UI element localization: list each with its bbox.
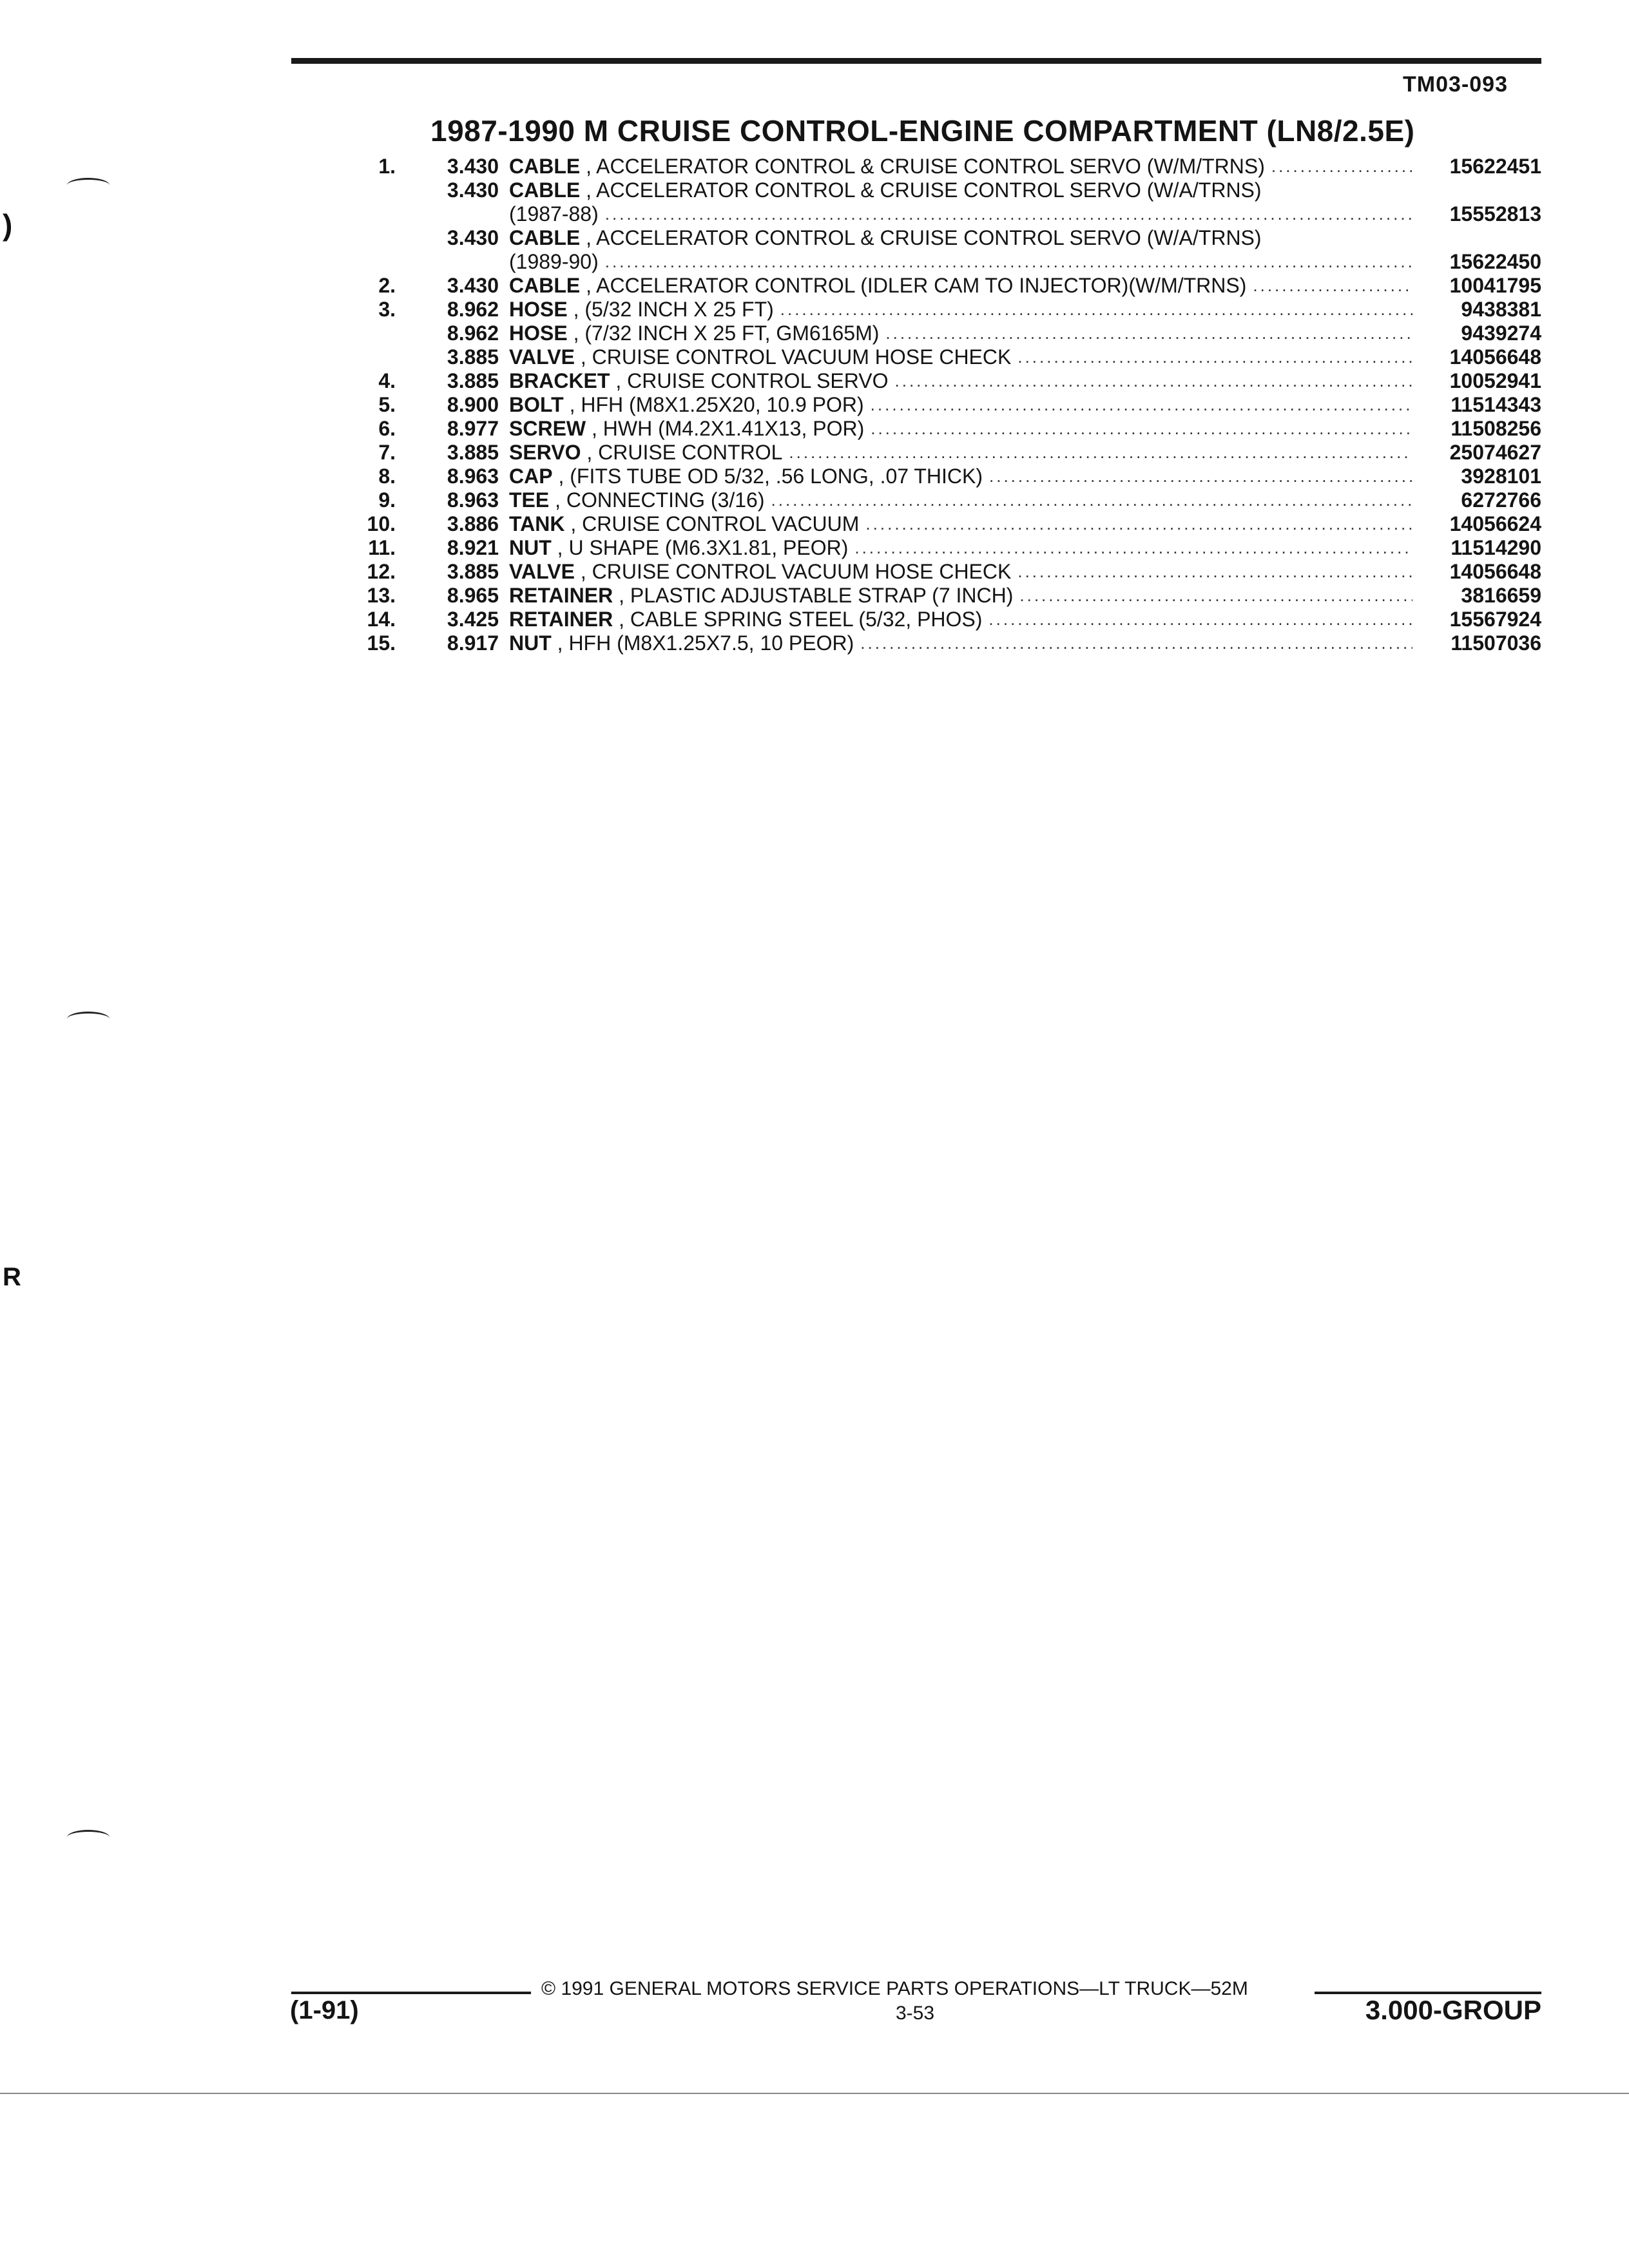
- group-number: 3.425: [447, 608, 499, 631]
- part-description: CABLE , ACCELERATOR CONTROL & CRUISE CONTROL SERVO (W/A/TRNS) (1987-88) .....: [509, 178, 1412, 226]
- item-number: 1.: [378, 155, 396, 178]
- part-number: 15552813: [1449, 202, 1541, 226]
- footer-rule-right: [1315, 1992, 1541, 1994]
- part-description: SCREW , HWH (M4.2X1.41X13, POR) .....: [509, 417, 1412, 441]
- page-code: TM03-093: [1403, 72, 1508, 97]
- dot-leader: [854, 536, 1412, 560]
- part-number: 11508256: [1451, 417, 1541, 440]
- part-row: [284, 417, 1541, 441]
- header-rule: [291, 58, 1541, 64]
- item-number: 3.: [378, 298, 396, 321]
- group-number: 8.977: [447, 417, 499, 440]
- dot-leader: [1017, 560, 1412, 584]
- part-description: CABLE , ACCELERATOR CONTROL & CRUISE CONTROL SERVO (W/A/TRNS) (1989-90) .....: [509, 226, 1412, 274]
- part-row: [284, 584, 1541, 608]
- part-name: RETAINER: [509, 584, 613, 607]
- part-description: NUT , HFH (M8X1.25X7.5, 10 PEOR) .....: [509, 631, 1412, 655]
- part-number: 10041795: [1449, 274, 1541, 297]
- part-row: [284, 322, 1541, 345]
- group-number: 3.885: [447, 441, 499, 464]
- item-number: 5.: [378, 393, 396, 416]
- dot-leader: [1253, 274, 1412, 298]
- part-name: VALVE: [509, 560, 575, 583]
- group-number: 3.885: [447, 560, 499, 583]
- part-detail: CONNECTING (3/16): [566, 488, 765, 512]
- group-number: 3.885: [447, 369, 499, 392]
- part-number: 25074627: [1449, 441, 1541, 464]
- group-number: 8.917: [447, 631, 499, 655]
- part-detail: ACCELERATOR CONTROL & CRUISE CONTROL SERVO (W/A/TRNS): [596, 178, 1262, 202]
- parts-list: [284, 155, 1541, 655]
- group-number: 8.963: [447, 488, 499, 512]
- group-number: 3.430: [447, 178, 499, 202]
- group-number: 3.885: [447, 345, 499, 369]
- part-name: CABLE: [509, 226, 581, 249]
- part-name: TEE: [509, 488, 550, 512]
- item-number: 4.: [378, 369, 396, 392]
- part-number: 3928101: [1461, 465, 1541, 488]
- part-number: 9439274: [1461, 322, 1541, 345]
- part-description: HOSE , (5/32 INCH X 25 FT) .....: [509, 298, 1412, 322]
- dot-leader: [1017, 345, 1412, 369]
- part-row: [284, 298, 1541, 322]
- group-label: 3.000-GROUP: [1365, 1995, 1541, 2025]
- page-number: 3-53: [896, 2003, 935, 2024]
- item-number: 13.: [367, 584, 396, 607]
- dot-leader: [988, 608, 1412, 631]
- part-detail-continued: (1989-90): [509, 250, 605, 274]
- punch-hole-mark: [67, 1830, 110, 1845]
- part-detail: ACCELERATOR CONTROL (IDLER CAM TO INJECTOR)(W/M/TRNS): [596, 274, 1247, 297]
- part-name: SERVO: [509, 441, 581, 464]
- part-row: [284, 155, 1541, 178]
- punch-hole-mark: [67, 178, 110, 193]
- item-number: 7.: [378, 441, 396, 464]
- part-detail: ACCELERATOR CONTROL & CRUISE CONTROL SERVO (W/M/TRNS): [596, 155, 1265, 178]
- group-number: 3.430: [447, 155, 499, 178]
- part-description: RETAINER , PLASTIC ADJUSTABLE STRAP (7 INCH) .....: [509, 584, 1412, 608]
- part-row: [284, 488, 1541, 512]
- item-number: 14.: [367, 608, 396, 631]
- part-detail: (7/32 INCH X 25 FT, GM6165M): [584, 322, 880, 345]
- margin-glyph-middle: R: [3, 1263, 21, 1291]
- group-number: 8.900: [447, 393, 499, 416]
- item-number: 2.: [378, 274, 396, 297]
- part-name: BRACKET: [509, 369, 610, 392]
- part-row: [284, 560, 1541, 584]
- part-detail: CRUISE CONTROL VACUUM: [582, 512, 860, 535]
- part-number: 11514290: [1451, 536, 1541, 559]
- part-row: [284, 178, 1541, 226]
- item-number: 6.: [378, 417, 396, 440]
- group-number: 3.430: [447, 226, 499, 249]
- scan-edge-rule: [0, 2093, 1629, 2094]
- part-detail: (5/32 INCH X 25 FT): [584, 298, 774, 321]
- section-title: 1987-1990 M CRUISE CONTROL-ENGINE COMPARTMENT (LN8/2.5E): [430, 114, 1415, 148]
- part-description: TANK , CRUISE CONTROL VACUUM .....: [509, 512, 1412, 536]
- part-description: VALVE , CRUISE CONTROL VACUUM HOSE CHECK .....: [509, 560, 1412, 584]
- part-number: 15622450: [1449, 250, 1541, 273]
- dot-leader: [860, 631, 1412, 655]
- dot-leader: [771, 488, 1413, 512]
- part-detail: HFH (M8X1.25X20, 10.9 POR): [581, 393, 864, 416]
- dot-leader: [989, 465, 1412, 488]
- part-row: [284, 631, 1541, 655]
- revision-date: (1-91): [290, 1996, 359, 2024]
- punch-hole-mark: [67, 1012, 110, 1026]
- part-detail: (FITS TUBE OD 5/32, .56 LONG, .07 THICK): [570, 465, 983, 488]
- part-name: CAP: [509, 465, 553, 488]
- footer-rule-left: [291, 1992, 531, 1994]
- item-number: 15.: [367, 631, 396, 655]
- part-detail: ACCELERATOR CONTROL & CRUISE CONTROL SERVO (W/A/TRNS): [596, 226, 1262, 249]
- item-number: 9.: [378, 488, 396, 512]
- item-number: 11.: [368, 536, 396, 559]
- part-name: CABLE: [509, 155, 581, 178]
- part-description: VALVE , CRUISE CONTROL VACUUM HOSE CHECK .....: [509, 345, 1412, 369]
- part-number: 6272766: [1461, 488, 1541, 512]
- part-detail: CRUISE CONTROL SERVO: [627, 369, 889, 392]
- item-number: 10.: [367, 512, 396, 535]
- part-number: 11514343: [1451, 393, 1541, 416]
- part-detail-continued: (1987-88): [509, 202, 605, 226]
- part-name: NUT: [509, 536, 552, 559]
- dot-leader: [871, 417, 1412, 441]
- part-description: RETAINER , CABLE SPRING STEEL (5/32, PHOS) .....: [509, 608, 1412, 631]
- part-name: CABLE: [509, 178, 581, 202]
- group-number: 8.962: [447, 322, 499, 345]
- part-number: 9438381: [1461, 298, 1541, 321]
- part-number: 15622451: [1449, 155, 1541, 178]
- part-row: [284, 274, 1541, 298]
- part-row: [284, 226, 1541, 274]
- item-number: 12.: [367, 560, 396, 583]
- part-row: [284, 369, 1541, 393]
- part-name: CABLE: [509, 274, 581, 297]
- dot-leader: [605, 250, 1412, 274]
- footer-copyright: © 1991 GENERAL MOTORS SERVICE PARTS OPERATIONS—LT TRUCK—52M: [541, 1978, 1248, 1999]
- part-number: 14056624: [1449, 512, 1541, 535]
- part-detail: CRUISE CONTROL VACUUM HOSE CHECK: [592, 560, 1012, 583]
- part-description: CAP , (FITS TUBE OD 5/32, .56 LONG, .07 THICK) .....: [509, 465, 1412, 488]
- part-detail: HWH (M4.2X1.41X13, POR): [602, 417, 865, 440]
- part-number: 14056648: [1449, 345, 1541, 369]
- dot-leader: [1019, 584, 1412, 608]
- dot-leader: [885, 322, 1412, 345]
- part-name: HOSE: [509, 322, 568, 345]
- part-name: BOLT: [509, 393, 564, 416]
- dot-leader: [865, 512, 1412, 536]
- part-detail: U SHAPE (M6.3X1.81, PEOR): [568, 536, 849, 559]
- part-description: TEE , CONNECTING (3/16) .....: [509, 488, 1412, 512]
- part-description: HOSE , (7/32 INCH X 25 FT, GM6165M) .....: [509, 322, 1412, 345]
- part-row: [284, 393, 1541, 417]
- part-description: BRACKET , CRUISE CONTROL SERVO .....: [509, 369, 1412, 393]
- part-name: RETAINER: [509, 608, 613, 631]
- dot-leader: [895, 369, 1412, 393]
- dot-leader: [605, 202, 1412, 226]
- part-description: BOLT , HFH (M8X1.25X20, 10.9 POR) .....: [509, 393, 1412, 417]
- part-number: 11507036: [1451, 631, 1541, 655]
- part-detail: PLASTIC ADJUSTABLE STRAP (7 INCH): [630, 584, 1014, 607]
- group-number: 8.921: [447, 536, 499, 559]
- part-detail: CABLE SPRING STEEL (5/32, PHOS): [630, 608, 983, 631]
- part-description: NUT , U SHAPE (M6.3X1.81, PEOR) .....: [509, 536, 1412, 560]
- part-row: [284, 536, 1541, 560]
- part-name: NUT: [509, 631, 552, 655]
- part-row: [284, 512, 1541, 536]
- item-number: 8.: [378, 465, 396, 488]
- dot-leader: [780, 298, 1412, 322]
- part-description: SERVO , CRUISE CONTROL .....: [509, 441, 1412, 465]
- part-detail: CRUISE CONTROL: [598, 441, 783, 464]
- margin-glyph-top: ): [3, 208, 13, 242]
- part-description: CABLE , ACCELERATOR CONTROL (IDLER CAM TO INJECTOR)(W/M/TRNS) .....: [509, 274, 1412, 298]
- part-detail: CRUISE CONTROL VACUUM HOSE CHECK: [592, 345, 1012, 369]
- group-number: 8.962: [447, 298, 499, 321]
- group-number: 3.430: [447, 274, 499, 297]
- part-detail: HFH (M8X1.25X7.5, 10 PEOR): [568, 631, 854, 655]
- part-number: 3816659: [1461, 584, 1541, 607]
- part-number: 14056648: [1449, 560, 1541, 583]
- part-description: CABLE , ACCELERATOR CONTROL & CRUISE CONTROL SERVO (W/M/TRNS) .....: [509, 155, 1412, 178]
- dot-leader: [789, 441, 1412, 465]
- part-row: [284, 608, 1541, 631]
- part-row: [284, 465, 1541, 488]
- dot-leader: [1271, 155, 1412, 178]
- part-number: 15567924: [1449, 608, 1541, 631]
- part-name: HOSE: [509, 298, 568, 321]
- part-number: 10052941: [1449, 369, 1541, 392]
- group-number: 8.965: [447, 584, 499, 607]
- part-row: [284, 345, 1541, 369]
- dot-leader: [871, 393, 1412, 417]
- part-name: VALVE: [509, 345, 575, 369]
- part-row: [284, 441, 1541, 465]
- group-number: 8.963: [447, 465, 499, 488]
- group-number: 3.886: [447, 512, 499, 535]
- part-name: TANK: [509, 512, 565, 535]
- part-name: SCREW: [509, 417, 586, 440]
